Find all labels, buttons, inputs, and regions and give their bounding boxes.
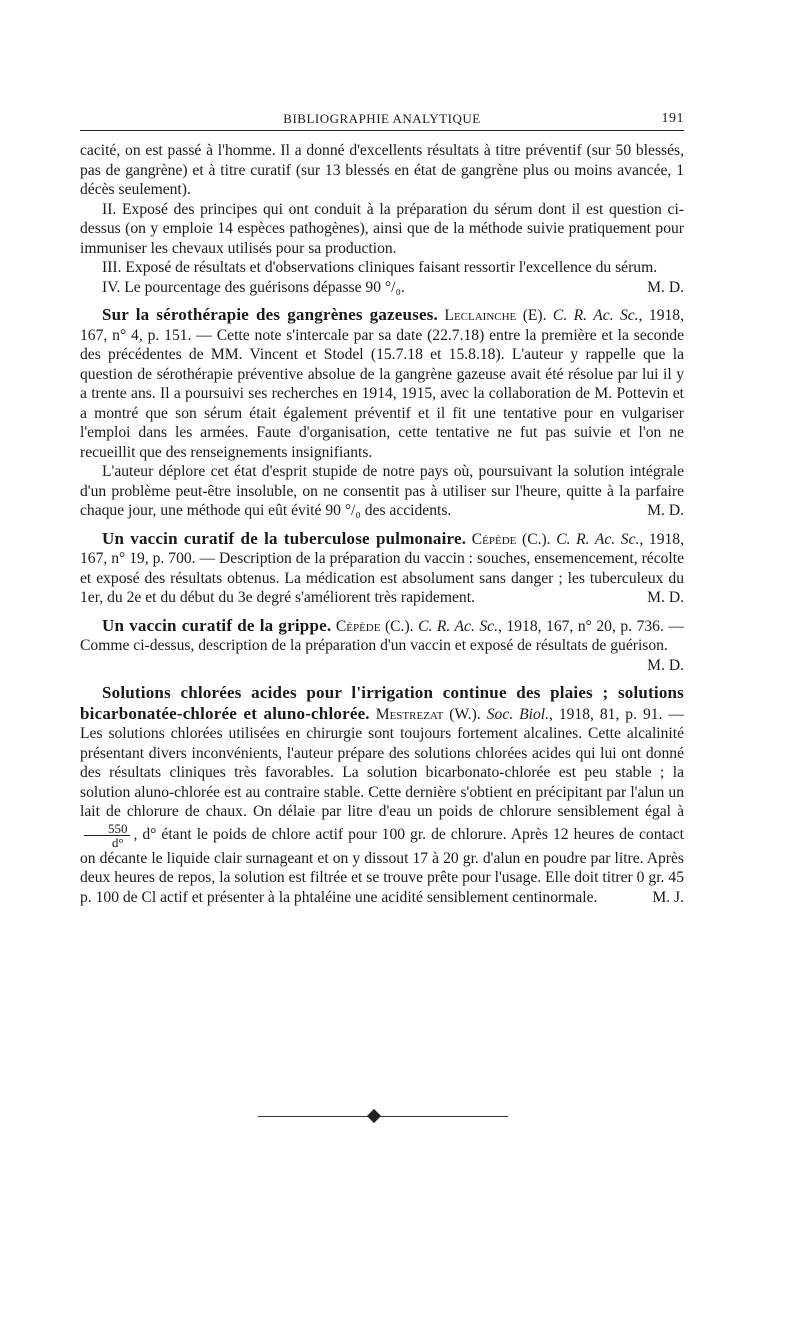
bibliography-entry-1	[80, 305, 684, 521]
intro-paragraph-4-text: IV. Le pourcentage des guérisons dépasse 90 °/₀.	[102, 278, 405, 296]
entry-title: Un vaccin curatif de la tuberculose pulmonaire.	[102, 528, 467, 548]
ornament-rule	[258, 1116, 508, 1117]
intro-paragraph-1: cacité, on est passé à l'homme. Il a donné d'excellents résultats à titre préventif (sur 50 blessés, pas de gangrène) et à titre curatif (sur 13 blessés en état de gangrène plus ou moins avancée, 1 décès seulement).	[80, 142, 684, 198]
entry-body: , 1918, 81, p. 91. — Les solutions chlorées utilisées en chirurgie sont toujours fortement alcalines. Cette alcalinité présentant divers inconvénients, l'auteur prépare des solutions chlorées acides qui lui ont donné des résultats cliniques très favorables. La solution bicarbonato-chlorée est peu stable ; la solution aluno-chlorée est au contraire stable. Cette dernière s'obtient en précipitant par l'alun un lait de chlorure de chaux. On délaie par litre d'eau un poids de chlorure sensiblement égal à	[80, 705, 684, 820]
end-ornament	[258, 1110, 508, 1122]
entry-journal: C. R. Ac. Sc.	[418, 617, 499, 635]
fraction	[84, 822, 130, 849]
signature: M. J.	[652, 888, 684, 906]
entry-body: , 1918, 167, n° 20, p. 736. — Comme ci-dessus, description de la préparation d'un vaccin et exposé de résultats de guérison.	[80, 617, 684, 654]
entry-title: Solutions chlorées acides pour l'irrigation continue des plaies ; solutions bicarbonatée-chlorée et aluno-chlorée.	[80, 683, 684, 723]
page	[80, 108, 684, 907]
diamond-icon	[367, 1109, 381, 1123]
entry-body-2: L'auteur déplore cet état d'esprit stupide de notre pays où, poursuivant la solution intégrale d'un problème peut-être insoluble, on ne consentit pas à utiliser sur l'heure, quitte à la parfaire chaque jour, une méthode qui eût évité 90 °/₀ des accidents.	[80, 463, 684, 519]
entry-author: Mestrezat (W.).	[375, 705, 481, 723]
bibliography-entry-3	[80, 616, 684, 676]
entry-body-2: , d° étant le poids de chlore actif pour 100 gr. de chlorure. Après 12 heures de contact on décante le liquide clair surnageant et on y dissout 17 à 20 gr. d'alun en poudre par litre. Après deux heures de repos, la solution est filtrée et se trouve prête pour l'usage. Elle doit titrer 0 gr. 45 p. 100 de Cl actif et présenter à la phtaléine une acidité sensiblement centinormale.	[80, 825, 684, 906]
signature: M. D.	[647, 589, 684, 606]
fraction-denominator: d°	[111, 834, 124, 850]
intro-paragraph-3: III. Exposé de résultats et d'observations cliniques faisant ressortir l'excellence du sérum.	[102, 259, 658, 276]
entry-body: , 1918, 167, n° 19, p. 700. — Description de la préparation du vaccin : souches, ensemencement, récolte et exposé des résultats obtenus. La médication est absolument sans danger ; les tuberculeux du 1er, du 2e et du début du 3e degré s'améliorent très rapidement.	[80, 530, 684, 606]
signature: M. D.	[647, 278, 684, 296]
running-header	[80, 108, 684, 131]
signature: M. D.	[647, 656, 684, 674]
entry-author: Cépède (C.).	[471, 530, 551, 548]
fraction-numerator: 550	[84, 822, 130, 836]
signature: M. D.	[647, 502, 684, 519]
bibliography-entry-4	[80, 683, 684, 907]
entry-title: Sur la sérothérapie des gangrènes gazeuses.	[102, 305, 438, 324]
page-number: 191	[661, 111, 684, 126]
intro-paragraph-4	[80, 278, 684, 298]
entry-author: Leclainche (E).	[444, 307, 547, 324]
entry-journal: C. R. Ac. Sc.	[552, 307, 639, 324]
bibliography-entry-2	[80, 529, 684, 608]
entry-journal: C. R. Ac. Sc.	[556, 530, 640, 548]
entry-title: Un vaccin curatif de la grippe.	[102, 615, 332, 635]
entry-journal: Soc. Biol.	[486, 705, 549, 723]
entry-author: Cépède (C.).	[335, 617, 414, 635]
running-title: BIBLIOGRAPHIE ANALYTIQUE	[283, 111, 481, 126]
intro-paragraph-2: II. Exposé des principes qui ont conduit à la préparation du sérum dont il est question ci-dessus (on y emploie 14 espèces pathogènes), ainsi que de la méthode suivie pratiquement pour immuniser les chevaux utilisés pour sa production.	[80, 200, 684, 257]
entry-body: , 1918, 167, n° 4, p. 151. — Cette note s'intercale par sa date (22.7.18) entre la première et la seconde des précédentes de MM. Vincent et Stodel (15.7.18 et 15.8.18). L'auteur y rappelle que la question de sérothérapie préventive absolue de la gangrène gazeuse avait été résolue par lui il y a trente ans. Il a poursuivi ses recherches en 1914, 1915, avec la collaboration de M. Pottevin et a montré que son sérum était également préventif et il fit une tentative pour en vulgariser l'emploi dans les armées. Faute d'organisation, cette tentative ne fut pas suivie et l'on ne recueillit que des renseignements insignifiants.	[80, 307, 684, 461]
